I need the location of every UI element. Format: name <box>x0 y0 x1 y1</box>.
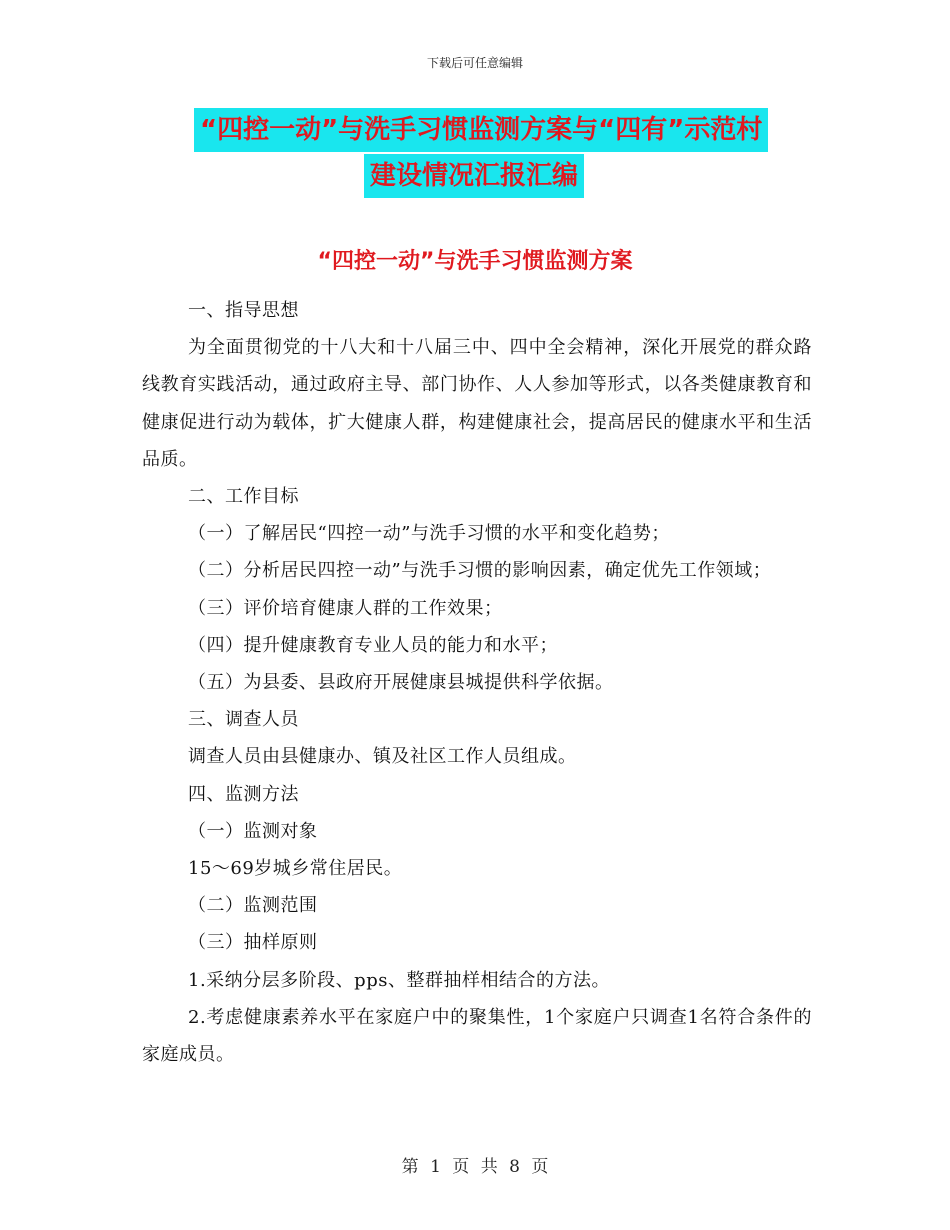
sampling-item: 2.考虑健康素养水平在家庭户中的聚集性，1个家庭户只调查1名符合条件的家庭成员。 <box>142 1006 812 1066</box>
goal-item: （四）提升健康教育专业人员的能力和水平； <box>188 634 558 656</box>
heading-monitoring-method: 四、监测方法 <box>188 783 299 805</box>
paragraph-guiding-ideology: 为全面贯彻党的十八大和十八届三中、四中全会精神，深化开展党的群众路线教育实践活动，通过政府主导、部门协作、人人参加等形式，以各类健康教育和健康促进行动为载体，扩大健康人群，构建健康社会，提高居民的健康水平和生活品质。 <box>142 337 812 470</box>
subheading-monitoring-scope: （二）监测范围 <box>188 895 318 917</box>
title-line-2: 建设情况汇报汇编 <box>364 154 584 198</box>
document-body <box>142 292 812 1073</box>
goal-item: （三）评价培育健康人群的工作效果； <box>188 597 503 619</box>
goal-item: （五）为县委、县政府开展健康县城提供科学依据。 <box>188 672 614 694</box>
goal-item: （二）分析居民四控一动”与洗手习惯的影响因素，确定优先工作领域； <box>188 560 772 582</box>
subheading-monitoring-target: （一）监测对象 <box>188 820 318 842</box>
subheading-sampling-principle: （三）抽样原则 <box>188 932 318 954</box>
goal-item: （一）了解居民“四控一动”与洗手习惯的水平和变化趋势； <box>188 523 670 545</box>
title-line-1: “四控一动”与洗手习惯监测方案与“四有”示范村 <box>194 108 768 152</box>
heading-survey-staff: 三、调查人员 <box>188 709 299 731</box>
heading-guiding-ideology: 一、指导思想 <box>188 300 299 321</box>
page-footer: 第 1 页 共 8 页 <box>401 1157 549 1177</box>
section-title: “四控一动”与洗手习惯监测方案 <box>317 249 633 274</box>
sampling-item: 1.采纳分层多阶段、pps、整群抽样相结合的方法。 <box>188 969 610 991</box>
heading-work-goals: 二、工作目标 <box>188 486 299 508</box>
header-note: 下载后可任意编辑 <box>426 56 523 70</box>
paragraph-survey-staff: 调查人员由县健康办、镇及社区工作人员组成。 <box>188 746 577 768</box>
paragraph-monitoring-target: 15～69岁城乡常住居民。 <box>188 858 403 880</box>
